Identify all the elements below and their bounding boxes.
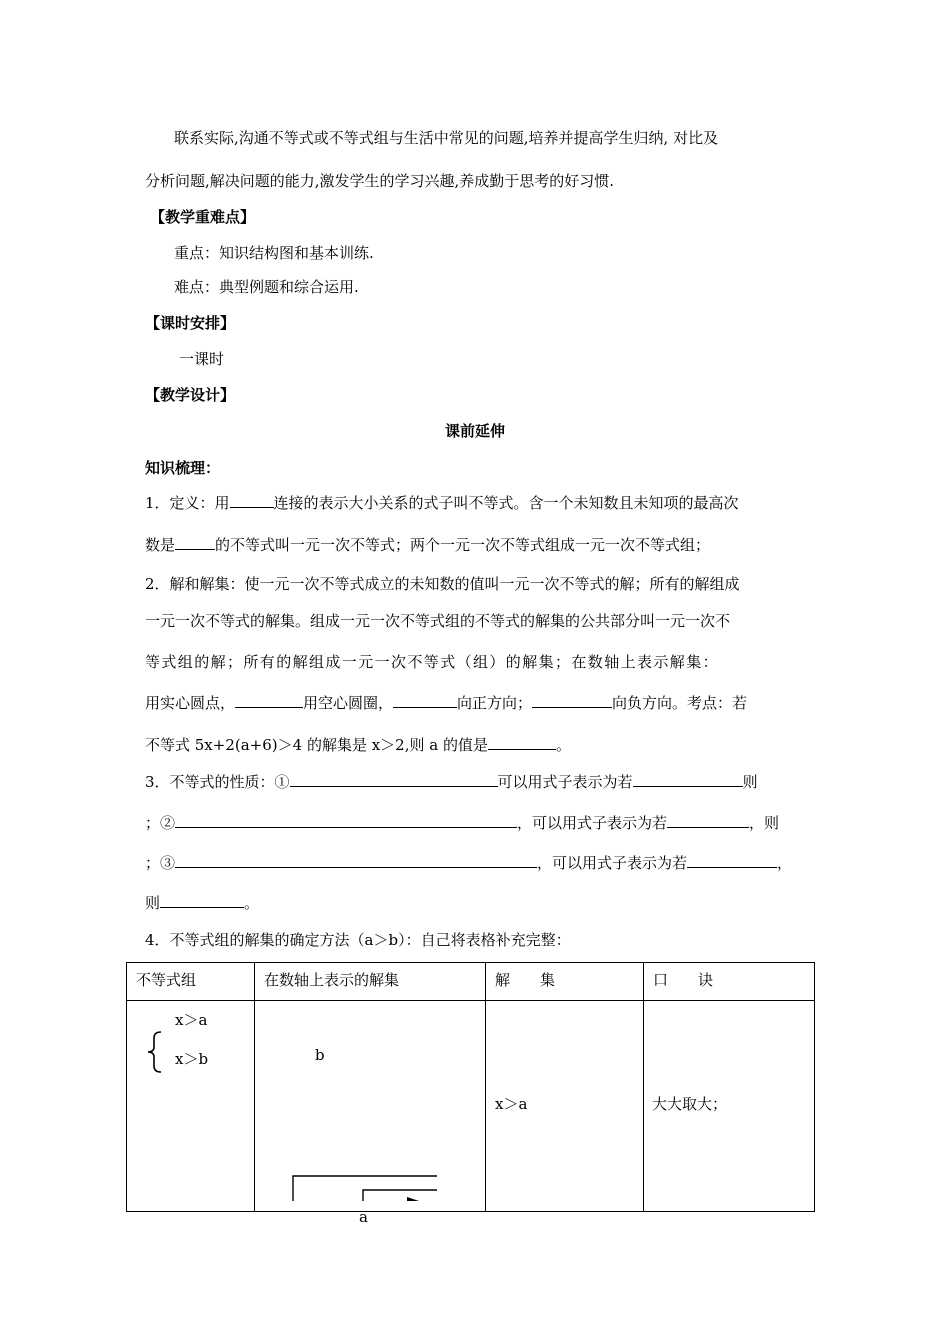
- blank: [175, 812, 517, 828]
- item3-text-g: ；③: [145, 854, 176, 872]
- intro-line-1: 联系实际,沟通不等式或不等式组与生活中常见的问题,培养并提高学生归纳, 对比及: [174, 129, 719, 147]
- item3-line2: [145, 812, 779, 833]
- blank: [160, 892, 244, 908]
- item3-text-c: 则: [742, 773, 758, 791]
- item3-text-b: 可以用式子表示为若: [497, 773, 633, 791]
- item2-line1: 2．解和解集：使一元一次不等式成立的未知数的值叫一元一次不等式的解；所有的解组成: [145, 575, 740, 593]
- item3-text-k: 。: [244, 894, 260, 912]
- header-cell: [255, 963, 486, 1001]
- solution-value: x＞a: [495, 1095, 528, 1113]
- item1-line1: [145, 492, 739, 513]
- item1-line2: [145, 534, 710, 555]
- header-cell: [127, 963, 255, 1001]
- blank: [633, 771, 743, 787]
- item3-text-i: ，: [777, 854, 793, 872]
- header-mnemonic: 口 诀: [653, 971, 714, 989]
- solution-cell: [486, 1001, 644, 1212]
- section-title: 课前延伸: [444, 422, 505, 440]
- blank: [290, 771, 498, 787]
- blank: [667, 812, 749, 828]
- table-row: [127, 1001, 815, 1212]
- left-brace-icon: [145, 1030, 167, 1074]
- item2-text-l4a: 用实心圆点，: [145, 694, 236, 712]
- number-line-diagram: [255, 1161, 486, 1201]
- item3-text-f: ，则: [749, 814, 780, 832]
- header-axis: 在数轴上表示的解集: [264, 971, 400, 989]
- item2-text-l4d: 向负方向。考点：若: [612, 694, 748, 712]
- item3-line3: [145, 852, 792, 873]
- blank: [393, 692, 457, 708]
- item3-text-e: ，可以用式子表示为若: [517, 814, 668, 832]
- header-cell: [486, 963, 644, 1001]
- item2-line2: 一元一次不等式的解集。组成一元一次不等式组的不等式的解集的公共部分叫一元一次不: [145, 612, 731, 630]
- solution-set-table: [126, 962, 815, 1226]
- mnemonic-cell: [644, 1001, 815, 1212]
- axis-label-a: a: [359, 1208, 368, 1226]
- item2-line3: 等式组的解；所有的解组成一元一次不等式（组）的解集；在数轴上表示解集：: [145, 653, 720, 671]
- item3-text-d: ；②: [145, 814, 176, 832]
- blank: [235, 692, 303, 708]
- item2-line5: [145, 734, 571, 755]
- item3-line4: [145, 892, 259, 913]
- item2-text-l5a: 不等式 5x+2(a+6)＞4 的解集是 x＞2,则 a 的值是: [145, 736, 488, 754]
- item1-text-d: 的不等式叫一元一次不等式；两个一元一次不等式组成一元一次不等式组；: [215, 536, 711, 554]
- focus-heading: 【教学重难点】: [150, 208, 256, 226]
- item3-line1: [145, 771, 758, 792]
- blank: [230, 492, 274, 508]
- mnemonic-value: 大大取大；: [652, 1095, 728, 1113]
- item3-text-h: ，可以用式子表示为若: [537, 854, 688, 872]
- header-solution: 解 集: [495, 971, 556, 989]
- axis-cell: [255, 1001, 486, 1226]
- system-cell: [127, 1001, 255, 1212]
- item2-text-l4c: 向正方向；: [457, 694, 533, 712]
- item2-text-l5b: 。: [555, 736, 571, 754]
- item1-text-c: 数是: [145, 536, 176, 554]
- system-top: x＞a: [175, 1011, 208, 1029]
- header-cell: [644, 963, 815, 1001]
- design-heading: 【教学设计】: [145, 386, 236, 404]
- blank: [488, 734, 556, 750]
- intro-line-2: 分析问题,解决问题的能力,激发学生的学习兴趣,养成勤于思考的好习惯.: [145, 172, 615, 190]
- item2-text-l4b: 用空心圆圈，: [303, 694, 394, 712]
- knowledge-heading: 知识梳理：: [145, 459, 221, 477]
- focus-key: 重点：知识结构图和基本训练.: [174, 244, 374, 262]
- blank: [175, 852, 537, 868]
- item1-text-a: 1．定义：用: [145, 494, 230, 512]
- schedule-value: 一课时: [179, 350, 225, 368]
- focus-difficult: 难点：典型例题和综合运用.: [174, 278, 359, 296]
- item1-text-b: 连接的表示大小关系的式子叫不等式。含一个未知数且未知项的最高次: [273, 494, 739, 512]
- table-header-row: [127, 963, 815, 1001]
- header-system: 不等式组: [136, 971, 197, 989]
- blank: [687, 852, 777, 868]
- item4-line: 4．不等式组的解集的确定方法（a＞b）：自己将表格补充完整：: [145, 931, 571, 949]
- axis-label-b: b: [315, 1046, 325, 1064]
- schedule-heading: 【课时安排】: [145, 314, 236, 332]
- blank: [532, 692, 612, 708]
- item3-text-j: 则: [145, 894, 161, 912]
- item2-line4: [145, 692, 747, 713]
- system-bottom: x＞b: [175, 1050, 209, 1068]
- item3-text-a: 3．不等式的性质：①: [145, 773, 290, 791]
- blank: [175, 534, 215, 550]
